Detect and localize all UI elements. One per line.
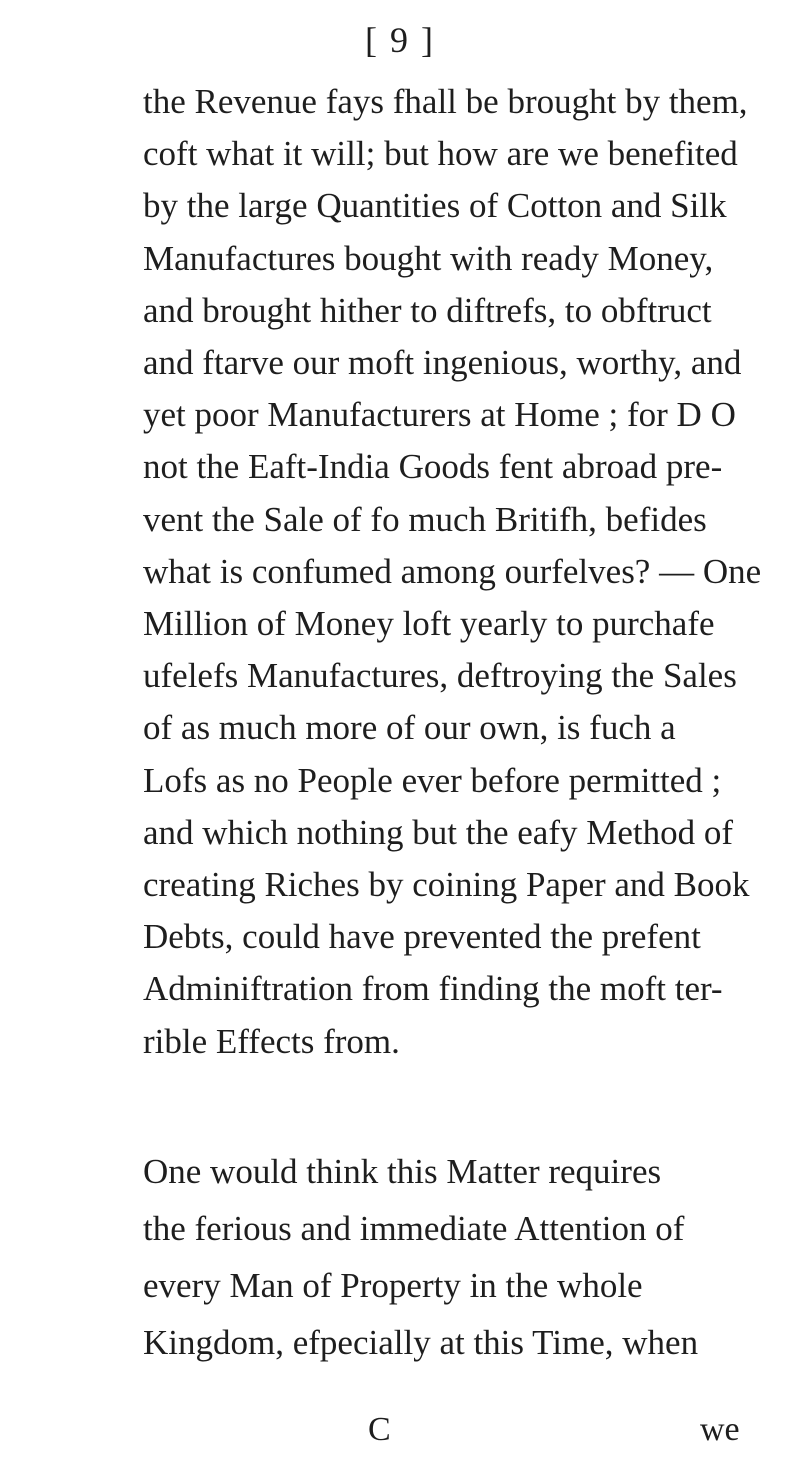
text-line: the ferious and immediate Attention of [143,1209,685,1248]
text-line: ufelefs Manufactures, deftroying the Sales [143,656,737,696]
text-line: rible Effects from. [143,1021,400,1061]
text-line: vent the Sale of fo much Britifh, befides [143,499,707,539]
text-line: Debts, could have prevented the prefent [143,917,701,957]
signature-mark: C [368,1411,391,1448]
text-line: and ftarve our moft ingenious, worthy, and [143,343,742,382]
text-line: One would think this Matter requires [143,1152,662,1191]
text-line: and brought hither to diftrefs, to obftruct [143,290,712,330]
page-number-header: [ 9 ] [365,20,435,60]
text-line: coft what it will; but how are we benefited [143,134,738,174]
text-line: what is confumed among ourfelves? — One [143,551,762,591]
text-line: the Revenue fays fhall be brought by them, [143,82,748,121]
text-line: and which nothing but the eafy Method of [143,812,734,852]
catchword: we [700,1411,740,1448]
text-line: every Man of Property in the whole [143,1266,643,1305]
text-line: Manufactures bought with ready Money, [143,238,714,278]
text-line: Million of Money loft yearly to purchafe [143,604,715,643]
text-line: creating Riches by coining Paper and Book [143,865,750,904]
text-line: Kingdom, efpecially at this Time, when [143,1323,699,1362]
text-line: Lofs as no People ever before permitted ; [143,760,722,800]
text-line: yet poor Manufacturers at Home ; for D O [143,395,736,435]
text-line: not the Eaft-India Goods fent abroad pre- [143,447,723,487]
text-line: of as much more of our own, is fuch a [143,708,676,748]
text-line: Adminiftration from finding the moft ter- [143,969,723,1009]
text-line: by the large Quantities of Cotton and Silk [143,186,727,226]
